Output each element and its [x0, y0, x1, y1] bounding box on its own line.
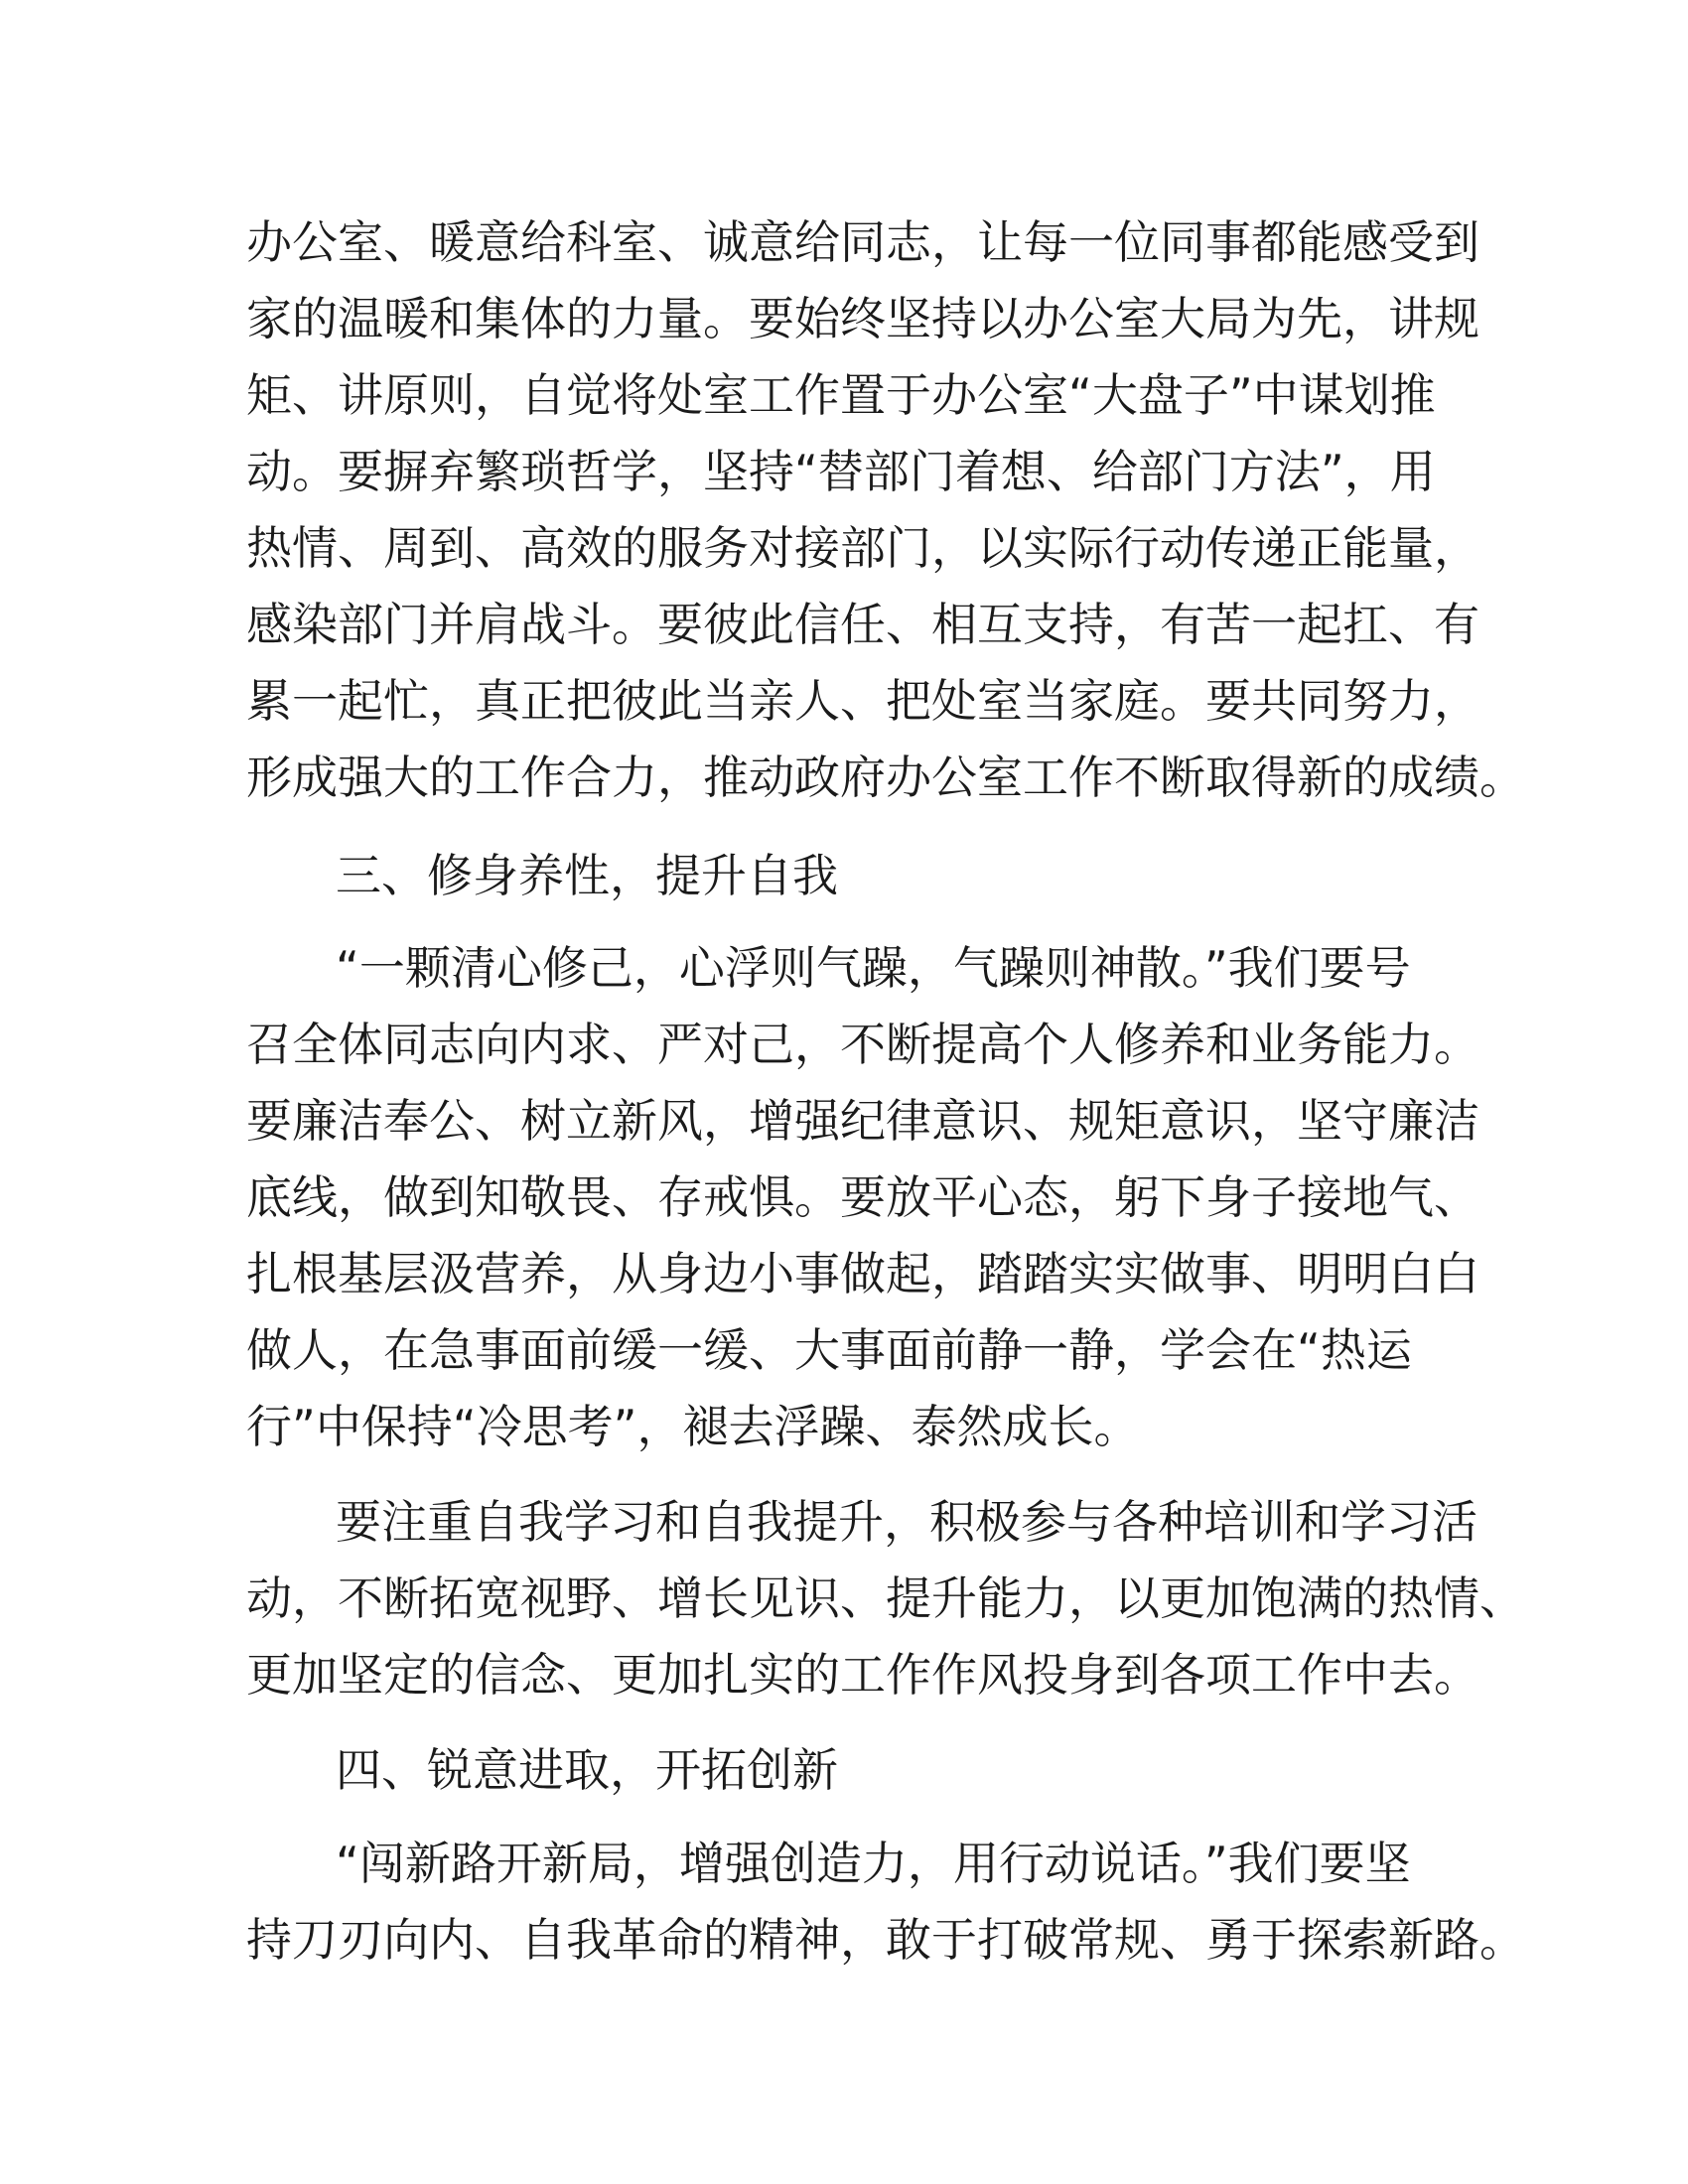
paragraph-line: 热情、周到、高效的服务对接部门，以实际行动传递正能量，: [246, 521, 1479, 575]
section-heading: 三、修身养性，提升自我: [336, 849, 838, 902]
paragraph-line: 要注重自我学习和自我提升，积极参与各种培训和学习活: [336, 1495, 1477, 1549]
paragraph-line: 动。要摒弃繁琐哲学，坚持“替部门着想、给部门方法”，用: [246, 445, 1436, 498]
paragraph-line: 行”中保持“冷思考”，褪去浮躁、泰然成长。: [246, 1400, 1140, 1453]
paragraph-line: 召全体同志向内求、严对己，不断提高个人修养和业务能力。: [246, 1018, 1479, 1071]
paragraph-line: “一颗清心修己，心浮则气躁，气躁则神散。”我们要号: [336, 941, 1411, 995]
paragraph-line: 累一起忙，真正把彼此当亲人、把处室当家庭。要共同努力，: [246, 674, 1479, 728]
paragraph-line: 矩、讲原则，自觉将处室工作置于办公室“大盘子”中谋划推: [246, 368, 1436, 422]
paragraph-line: “闯新路开新局，增强创造力，用行动说话。”我们要坚: [336, 1837, 1411, 1890]
paragraph-line: 感染部门并肩战斗。要彼此信任、相互支持，有苦一起扛、有: [246, 598, 1479, 651]
paragraph-line: 动，不断拓宽视野、增长见识、提升能力，以更加饱满的热情、: [246, 1571, 1525, 1625]
paragraph-line: 家的温暖和集体的力量。要始终坚持以办公室大局为先，讲规: [246, 292, 1479, 345]
section-heading: 四、锐意进取，开拓创新: [336, 1743, 838, 1797]
paragraph-line: 要廉洁奉公、树立新风，增强纪律意识、规矩意识，坚守廉洁: [246, 1094, 1479, 1148]
paragraph-line: 更加坚定的信念、更加扎实的工作作风投身到各项工作中去。: [246, 1648, 1479, 1702]
paragraph-line: 形成强大的工作合力，推动政府办公室工作不断取得新的成绩。: [246, 751, 1525, 804]
paragraph-line: 底线，做到知敬畏、存戒惧。要放平心态，躬下身子接地气、: [246, 1170, 1479, 1224]
paragraph-line: 做人，在急事面前缓一缓、大事面前静一静，学会在“热运: [246, 1323, 1412, 1377]
paragraph-line: 扎根基层汲营养，从身边小事做起，踏踏实实做事、明明白白: [246, 1247, 1479, 1300]
paragraph-line: 办公室、暖意给科室、诚意给同志，让每一位同事都能感受到: [246, 215, 1479, 269]
paragraph-line: 持刀刃向内、自我革命的精神，敢于打破常规、勇于探索新路。: [246, 1913, 1525, 1967]
